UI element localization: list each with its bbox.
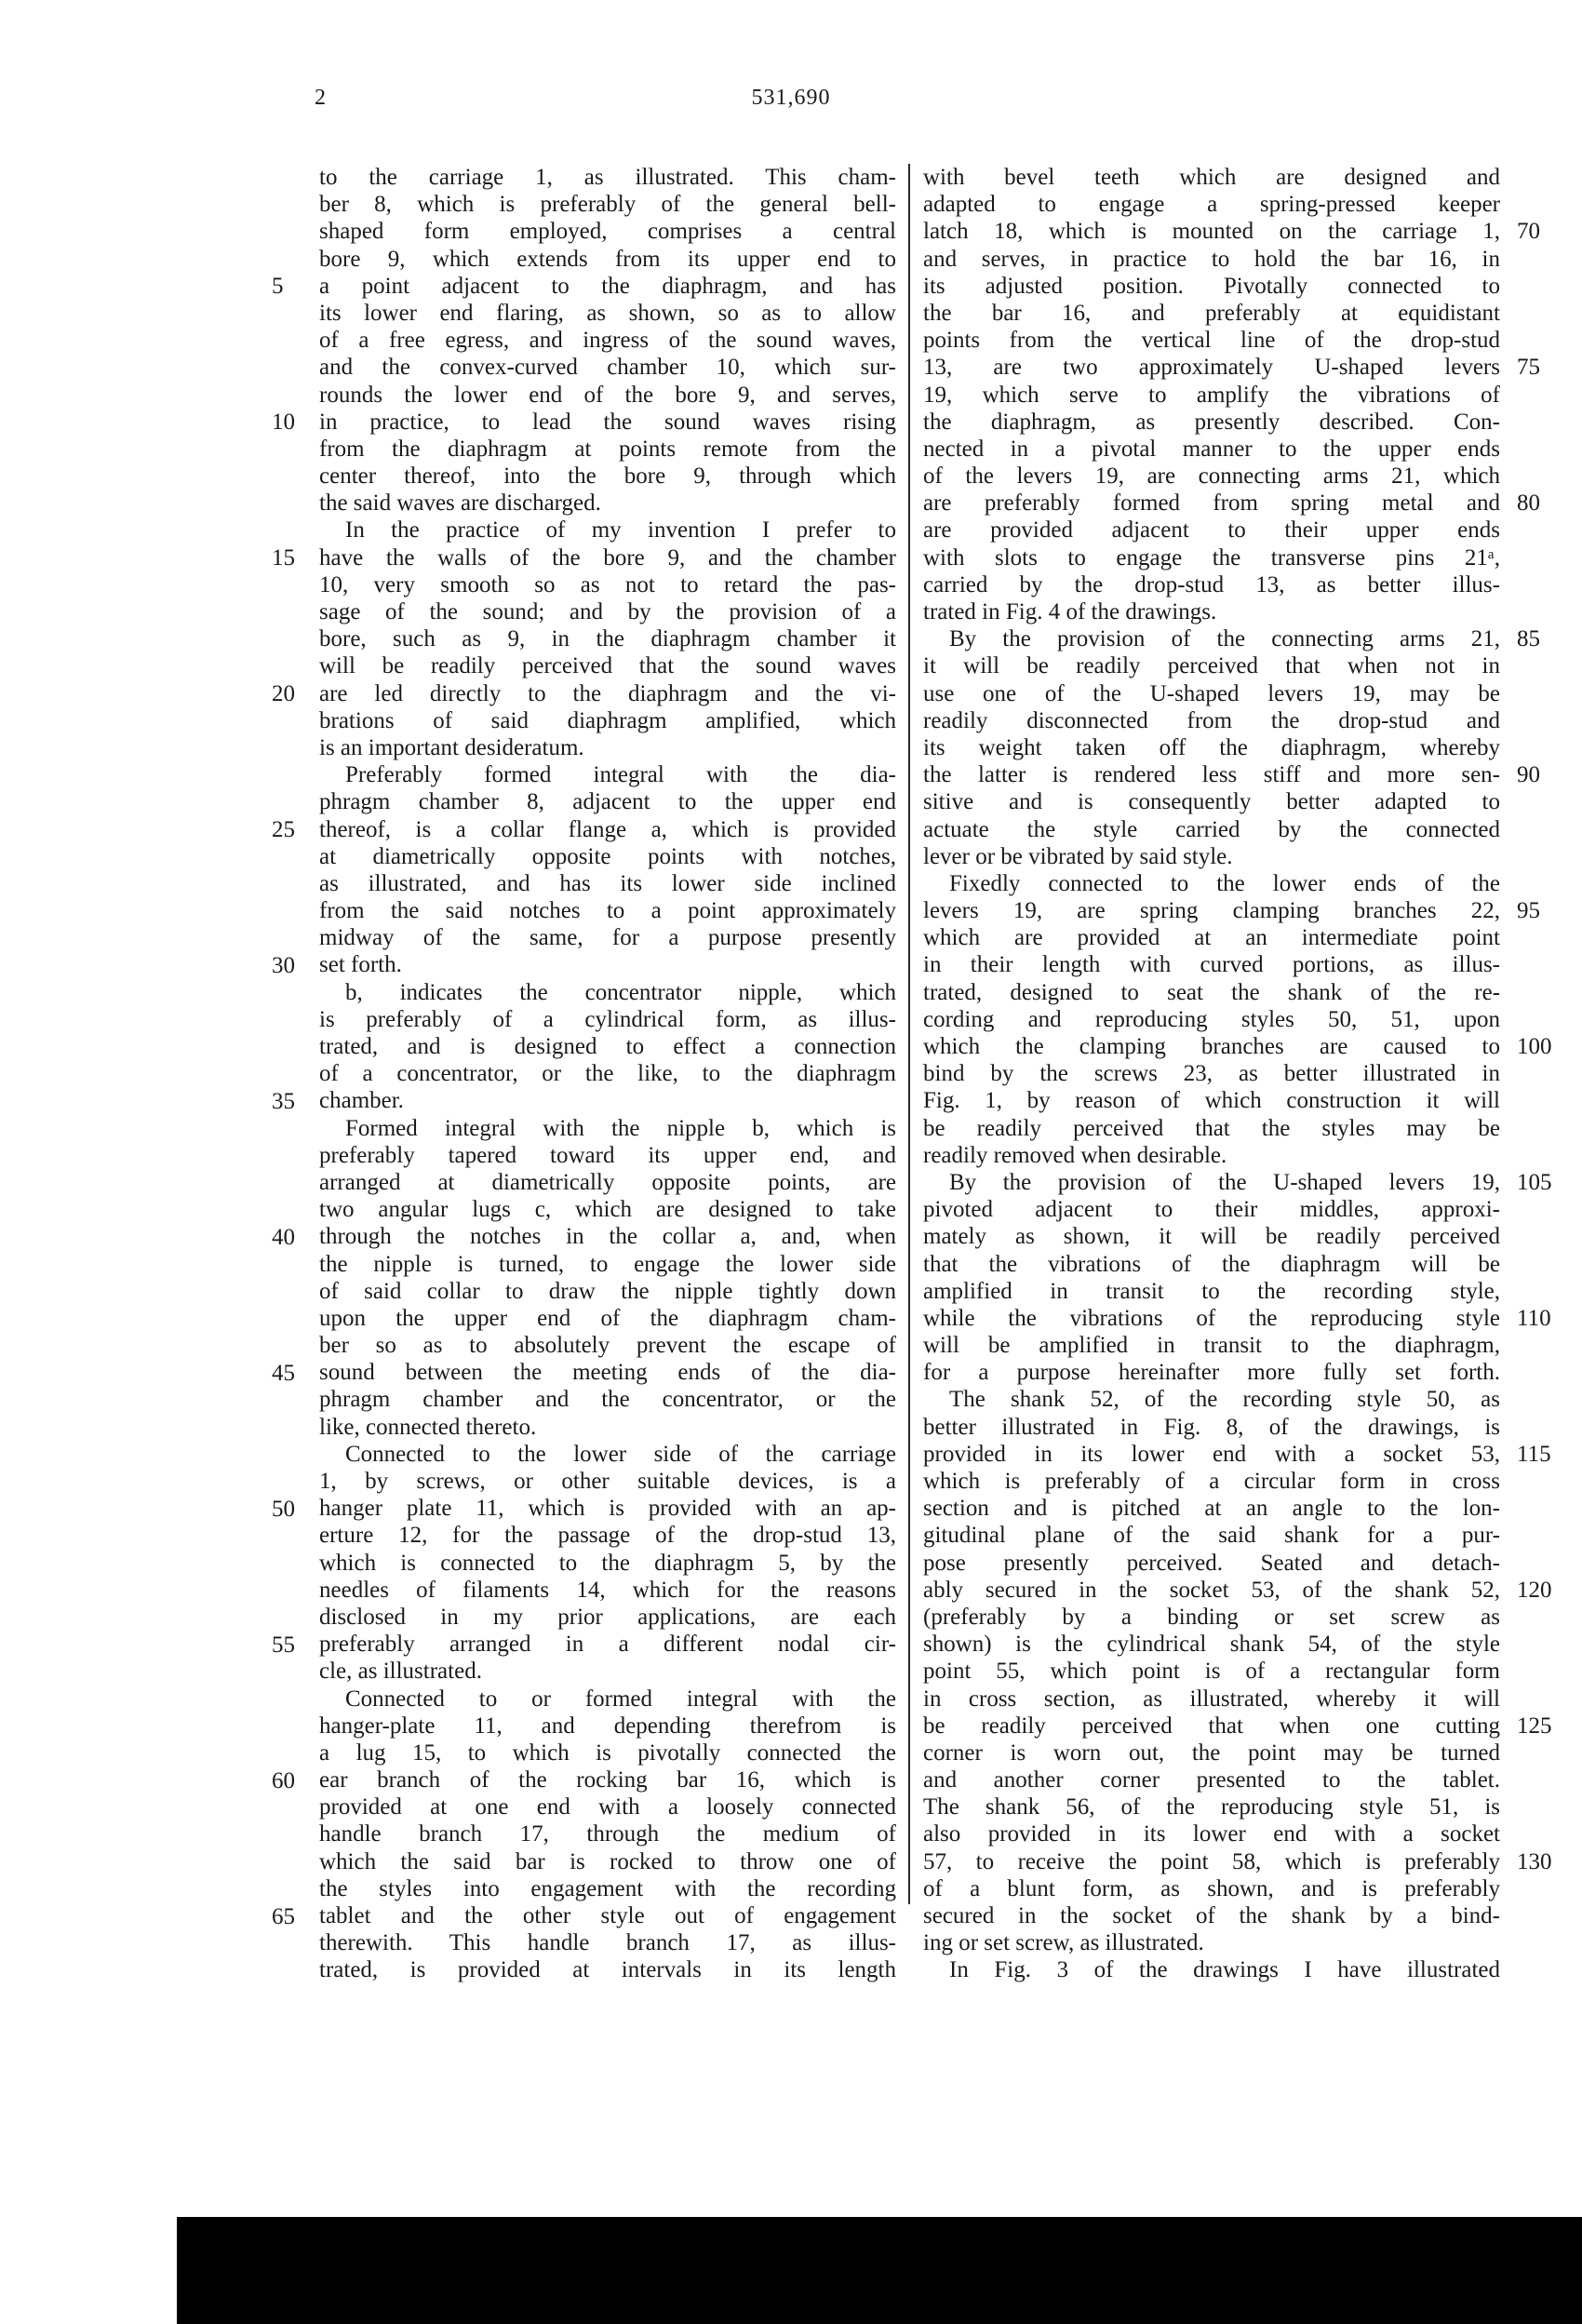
text-line: gitudinal plane of the said shank for a pur-	[923, 1523, 1500, 1549]
text-line: use one of the U-shaped levers 19, may be	[923, 680, 1500, 706]
text-line: The shank 56, of the reproducing style 51, is	[923, 1794, 1500, 1820]
text-line: better illustrated in Fig. 8, of the drawings, is	[923, 1414, 1500, 1440]
text-line: shaped form employed, comprises a central	[319, 219, 896, 245]
text-line: are preferably formed from spring metal and	[923, 490, 1500, 517]
text-line: sage of the sound; and by the provision of a	[319, 599, 896, 625]
text-line: tablet and the other style out of engagement	[319, 1903, 896, 1928]
text-line: bore 9, which extends from its upper end to	[319, 246, 896, 272]
column-divider	[908, 164, 910, 1904]
text-line: with slots to engage the transverse pins 21ᵃ,	[923, 544, 1500, 571]
text-line: secured in the socket of the shank by a bind-	[923, 1903, 1500, 1928]
text-line: ber 8, which is preferably of the general bell-	[319, 192, 896, 218]
text-line: be readily perceived that the styles may be	[923, 1115, 1500, 1141]
text-line: sound between the meeting ends of the dia-	[319, 1360, 896, 1386]
text-line: and the convex-curved chamber 10, which sur-	[319, 355, 896, 381]
text-line: to the carriage 1, as illustrated. This cham-	[319, 165, 896, 190]
text-line: section and is pitched at an angle to the lon-	[923, 1496, 1500, 1522]
text-line: the styles into engagement with the recording	[319, 1875, 896, 1901]
text-line: phragm chamber 8, adjacent to the upper end	[319, 789, 896, 815]
text-line: arranged at diametrically opposite points, are	[319, 1169, 896, 1195]
text-line: trated, and is designed to effect a connection	[319, 1034, 896, 1059]
text-line: in practice, to lead the sound waves rising	[319, 409, 896, 435]
text-line: ber so as to absolutely prevent the escape of	[319, 1333, 896, 1359]
text-line: the nipple is turned, to engage the lower side	[319, 1251, 896, 1277]
text-line: ing or set screw, as illustrated.	[923, 1930, 1204, 1956]
text-line: its lower end flaring, as shown, so as to allow	[319, 300, 896, 326]
text-line: nected in a pivotal manner to the upper ends	[923, 436, 1500, 462]
text-line: ably secured in the socket 53, of the shank 52,	[923, 1577, 1500, 1603]
line-number: 15	[272, 544, 295, 571]
text-line: By the provision of the connecting arms 21,	[949, 626, 1500, 652]
text-line: pose presently perceived. Seated and detach-	[923, 1550, 1500, 1576]
line-number: 65	[272, 1903, 295, 1929]
text-line: is preferably of a cylindrical form, as illus-	[319, 1006, 896, 1032]
text-line: therewith. This handle branch 17, as illus-	[319, 1930, 896, 1956]
text-line: will be readily perceived that the sound waves	[319, 653, 896, 679]
text-line: mately as shown, it will be readily perceived	[923, 1224, 1500, 1250]
text-line: bore, such as 9, in the diaphragm chamber it	[319, 626, 896, 652]
text-line: its adjusted position. Pivotally connected to	[923, 273, 1500, 299]
text-line: provided at one end with a loosely connected	[319, 1794, 896, 1820]
left-column	[319, 164, 896, 1984]
line-number: 95	[1517, 898, 1540, 924]
text-line: The shank 52, of the recording style 50, as	[949, 1387, 1500, 1413]
line-number: 100	[1517, 1034, 1552, 1060]
text-line: Connected to the lower side of the carriage	[345, 1441, 896, 1467]
text-line: b, indicates the concentrator nipple, which	[345, 979, 896, 1005]
text-line: Fig. 1, by reason of which construction it will	[923, 1088, 1500, 1114]
text-line: 57, to receive the point 58, which is preferably	[923, 1848, 1500, 1874]
text-line: at diametrically opposite points with notches,	[319, 843, 896, 869]
line-number: 50	[272, 1496, 295, 1522]
text-line: chamber.	[319, 1088, 404, 1114]
text-line: sitive and is consequently better adapted to	[923, 789, 1500, 815]
line-number: 40	[272, 1224, 295, 1250]
text-line: which is preferably of a circular form in cross	[923, 1469, 1500, 1494]
text-line: set forth.	[319, 952, 402, 978]
text-line: 1, by screws, or other suitable devices, is a	[319, 1469, 896, 1494]
line-number: 45	[272, 1360, 295, 1386]
text-line: like, connected thereto.	[319, 1414, 537, 1440]
text-line: corner is worn out, the point may be turned	[923, 1740, 1500, 1766]
text-line: 19, which serve to amplify the vibrations of	[923, 382, 1500, 408]
text-line: the diaphragm, as presently described. Con-	[923, 409, 1500, 435]
text-line: in cross section, as illustrated, whereby it will	[923, 1686, 1500, 1712]
text-line: lever or be vibrated by said style.	[923, 843, 1233, 869]
right-column	[923, 164, 1500, 1984]
text-line: be readily perceived that when one cutting	[923, 1713, 1500, 1739]
text-line: and another corner presented to the tablet.	[923, 1767, 1500, 1793]
text-line: a point adjacent to the diaphragm, and has	[319, 273, 896, 299]
text-line: handle branch 17, through the medium of	[319, 1821, 896, 1847]
text-line: the latter is rendered less stiff and more sen-	[923, 762, 1500, 788]
text-line: a lug 15, to which is pivotally connected the	[319, 1740, 896, 1766]
text-line: of a blunt form, as shown, and is preferably	[923, 1875, 1500, 1901]
text-line: as illustrated, and has its lower side inclined	[319, 870, 896, 896]
text-line: of the levers 19, are connecting arms 21, which	[923, 463, 1500, 490]
text-line: trated in Fig. 4 of the drawings.	[923, 599, 1217, 625]
text-line: thereof, is a collar flange a, which is provided	[319, 816, 896, 842]
line-number: 10	[272, 409, 295, 435]
text-line: By the provision of the U-shaped levers 19,	[949, 1169, 1500, 1195]
text-line: adapted to engage a spring-pressed keeper	[923, 192, 1500, 218]
line-number: 60	[272, 1767, 295, 1793]
text-line: Connected to or formed integral with the	[345, 1686, 896, 1712]
text-line: trated, designed to seat the shank of the re-	[923, 979, 1500, 1005]
text-line: of a free egress, and ingress of the sound waves,	[319, 328, 896, 354]
text-line: readily removed when desirable.	[923, 1142, 1227, 1168]
text-line: it will be readily perceived that when not in	[923, 653, 1500, 679]
text-line: from the said notches to a point approximately	[319, 898, 896, 924]
line-number: 25	[272, 816, 295, 842]
text-line: trated, is provided at intervals in its length	[319, 1957, 896, 1983]
text-line: hanger-plate 11, and depending therefrom is	[319, 1713, 896, 1739]
line-number: 30	[272, 952, 295, 978]
text-line: of a concentrator, or the like, to the diaphragm	[319, 1061, 896, 1087]
text-line: which the said bar is rocked to throw one of	[319, 1848, 896, 1874]
text-line: with bevel teeth which are designed and	[923, 165, 1500, 190]
text-line: Preferably formed integral with the dia-	[345, 762, 896, 788]
text-line: phragm chamber and the concentrator, or the	[319, 1387, 896, 1413]
text-line: which are provided at an intermediate point	[923, 925, 1500, 951]
text-line: center thereof, into the bore 9, through which	[319, 463, 896, 490]
text-line: cording and reproducing styles 50, 51, upon	[923, 1006, 1500, 1032]
text-line: erture 12, for the passage of the drop-stud 13,	[319, 1523, 896, 1549]
text-line: have the walls of the bore 9, and the chamber	[319, 544, 896, 571]
text-line: hanger plate 11, which is provided with an ap-	[319, 1496, 896, 1522]
text-line: are led directly to the diaphragm and the vi-	[319, 680, 896, 706]
text-line: of said collar to draw the nipple tightly down	[319, 1278, 896, 1304]
text-line: bind by the screws 23, as better illustrated in	[923, 1061, 1500, 1087]
line-number: 75	[1517, 355, 1540, 381]
text-line: and serves, in practice to hold the bar 16, in	[923, 246, 1500, 272]
text-line: in their length with curved portions, as illus-	[923, 952, 1500, 978]
text-line: through the notches in the collar a, and, when	[319, 1224, 896, 1250]
text-line: which is connected to the diaphragm 5, by the	[319, 1550, 896, 1576]
text-line: from the diaphragm at points remote from the	[319, 436, 896, 462]
scan-footer-band	[177, 2217, 1582, 2324]
line-number: 20	[272, 680, 295, 706]
text-line: midway of the same, for a purpose presently	[319, 925, 896, 951]
line-number: 110	[1517, 1306, 1551, 1332]
line-number: 115	[1517, 1442, 1551, 1468]
text-line: also provided in its lower end with a socket	[923, 1821, 1500, 1847]
text-line: which the clamping branches are caused to	[923, 1034, 1500, 1059]
text-line: the said waves are discharged.	[319, 490, 601, 517]
text-line: cle, as illustrated.	[319, 1659, 482, 1685]
text-line: readily disconnected from the drop-stud and	[923, 707, 1500, 733]
text-line: Fixedly connected to the lower ends of the	[949, 870, 1500, 896]
text-line: 13, are two approximately U-shaped levers	[923, 355, 1500, 381]
line-number: 70	[1517, 219, 1540, 245]
line-number: 5	[272, 273, 284, 299]
text-line: ear branch of the rocking bar 16, which is	[319, 1767, 896, 1793]
patent-number: 531,690	[751, 86, 831, 110]
line-number: 80	[1517, 490, 1540, 517]
text-line: point 55, which point is of a rectangular form	[923, 1659, 1500, 1685]
text-line: preferably arranged in a different nodal cir-	[319, 1632, 896, 1658]
line-number: 130	[1517, 1849, 1552, 1875]
text-line: for a purpose hereinafter more fully set forth.	[923, 1360, 1500, 1386]
text-line: levers 19, are spring clamping branches 22,	[923, 898, 1500, 924]
text-line: the bar 16, and preferably at equidistant	[923, 300, 1500, 326]
text-line: 10, very smooth so as not to retard the pas-	[319, 571, 896, 598]
text-line: In the practice of my invention I prefer to	[345, 517, 896, 544]
text-line: pivoted adjacent to their middles, approxi-	[923, 1197, 1500, 1223]
text-line: that the vibrations of the diaphragm will be	[923, 1251, 1500, 1277]
text-line: upon the upper end of the diaphragm cham-	[319, 1305, 896, 1331]
page-number: 2	[315, 86, 326, 110]
text-line: Formed integral with the nipple b, which is	[345, 1115, 896, 1141]
text-line: (preferably by a binding or set screw as	[923, 1604, 1500, 1630]
text-line: rounds the lower end of the bore 9, and serves,	[319, 382, 896, 408]
text-line: In Fig. 3 of the drawings I have illustrated	[949, 1957, 1500, 1983]
text-line: shown) is the cylindrical shank 54, of the style	[923, 1632, 1500, 1658]
line-number: 55	[272, 1632, 295, 1658]
text-line: while the vibrations of the reproducing style	[923, 1305, 1500, 1331]
text-line: actuate the style carried by the connected	[923, 816, 1500, 842]
text-line: amplified in transit to the recording style,	[923, 1278, 1500, 1304]
line-number: 125	[1517, 1713, 1552, 1740]
text-line: brations of said diaphragm amplified, which	[319, 707, 896, 733]
text-line: preferably tapered toward its upper end, and	[319, 1142, 896, 1168]
text-line: provided in its lower end with a socket 53,	[923, 1441, 1500, 1467]
text-line: two angular lugs c, which are designed to take	[319, 1197, 896, 1223]
text-line: are provided adjacent to their upper ends	[923, 517, 1500, 544]
text-line: carried by the drop-stud 13, as better illus-	[923, 571, 1500, 598]
line-number: 90	[1517, 762, 1540, 788]
line-number: 85	[1517, 626, 1540, 652]
line-number: 105	[1517, 1170, 1552, 1196]
text-line: points from the vertical line of the drop-stud	[923, 328, 1500, 354]
line-number: 35	[272, 1088, 295, 1114]
text-line: needles of filaments 14, which for the reasons	[319, 1577, 896, 1603]
text-line: its weight taken off the diaphragm, whereby	[923, 734, 1500, 760]
text-line: is an important desideratum.	[319, 734, 584, 760]
text-line: latch 18, which is mounted on the carriage 1,	[923, 219, 1500, 245]
line-number: 120	[1517, 1578, 1552, 1604]
text-line: will be amplified in transit to the diaphragm,	[923, 1333, 1500, 1359]
text-line: disclosed in my prior applications, are each	[319, 1604, 896, 1630]
